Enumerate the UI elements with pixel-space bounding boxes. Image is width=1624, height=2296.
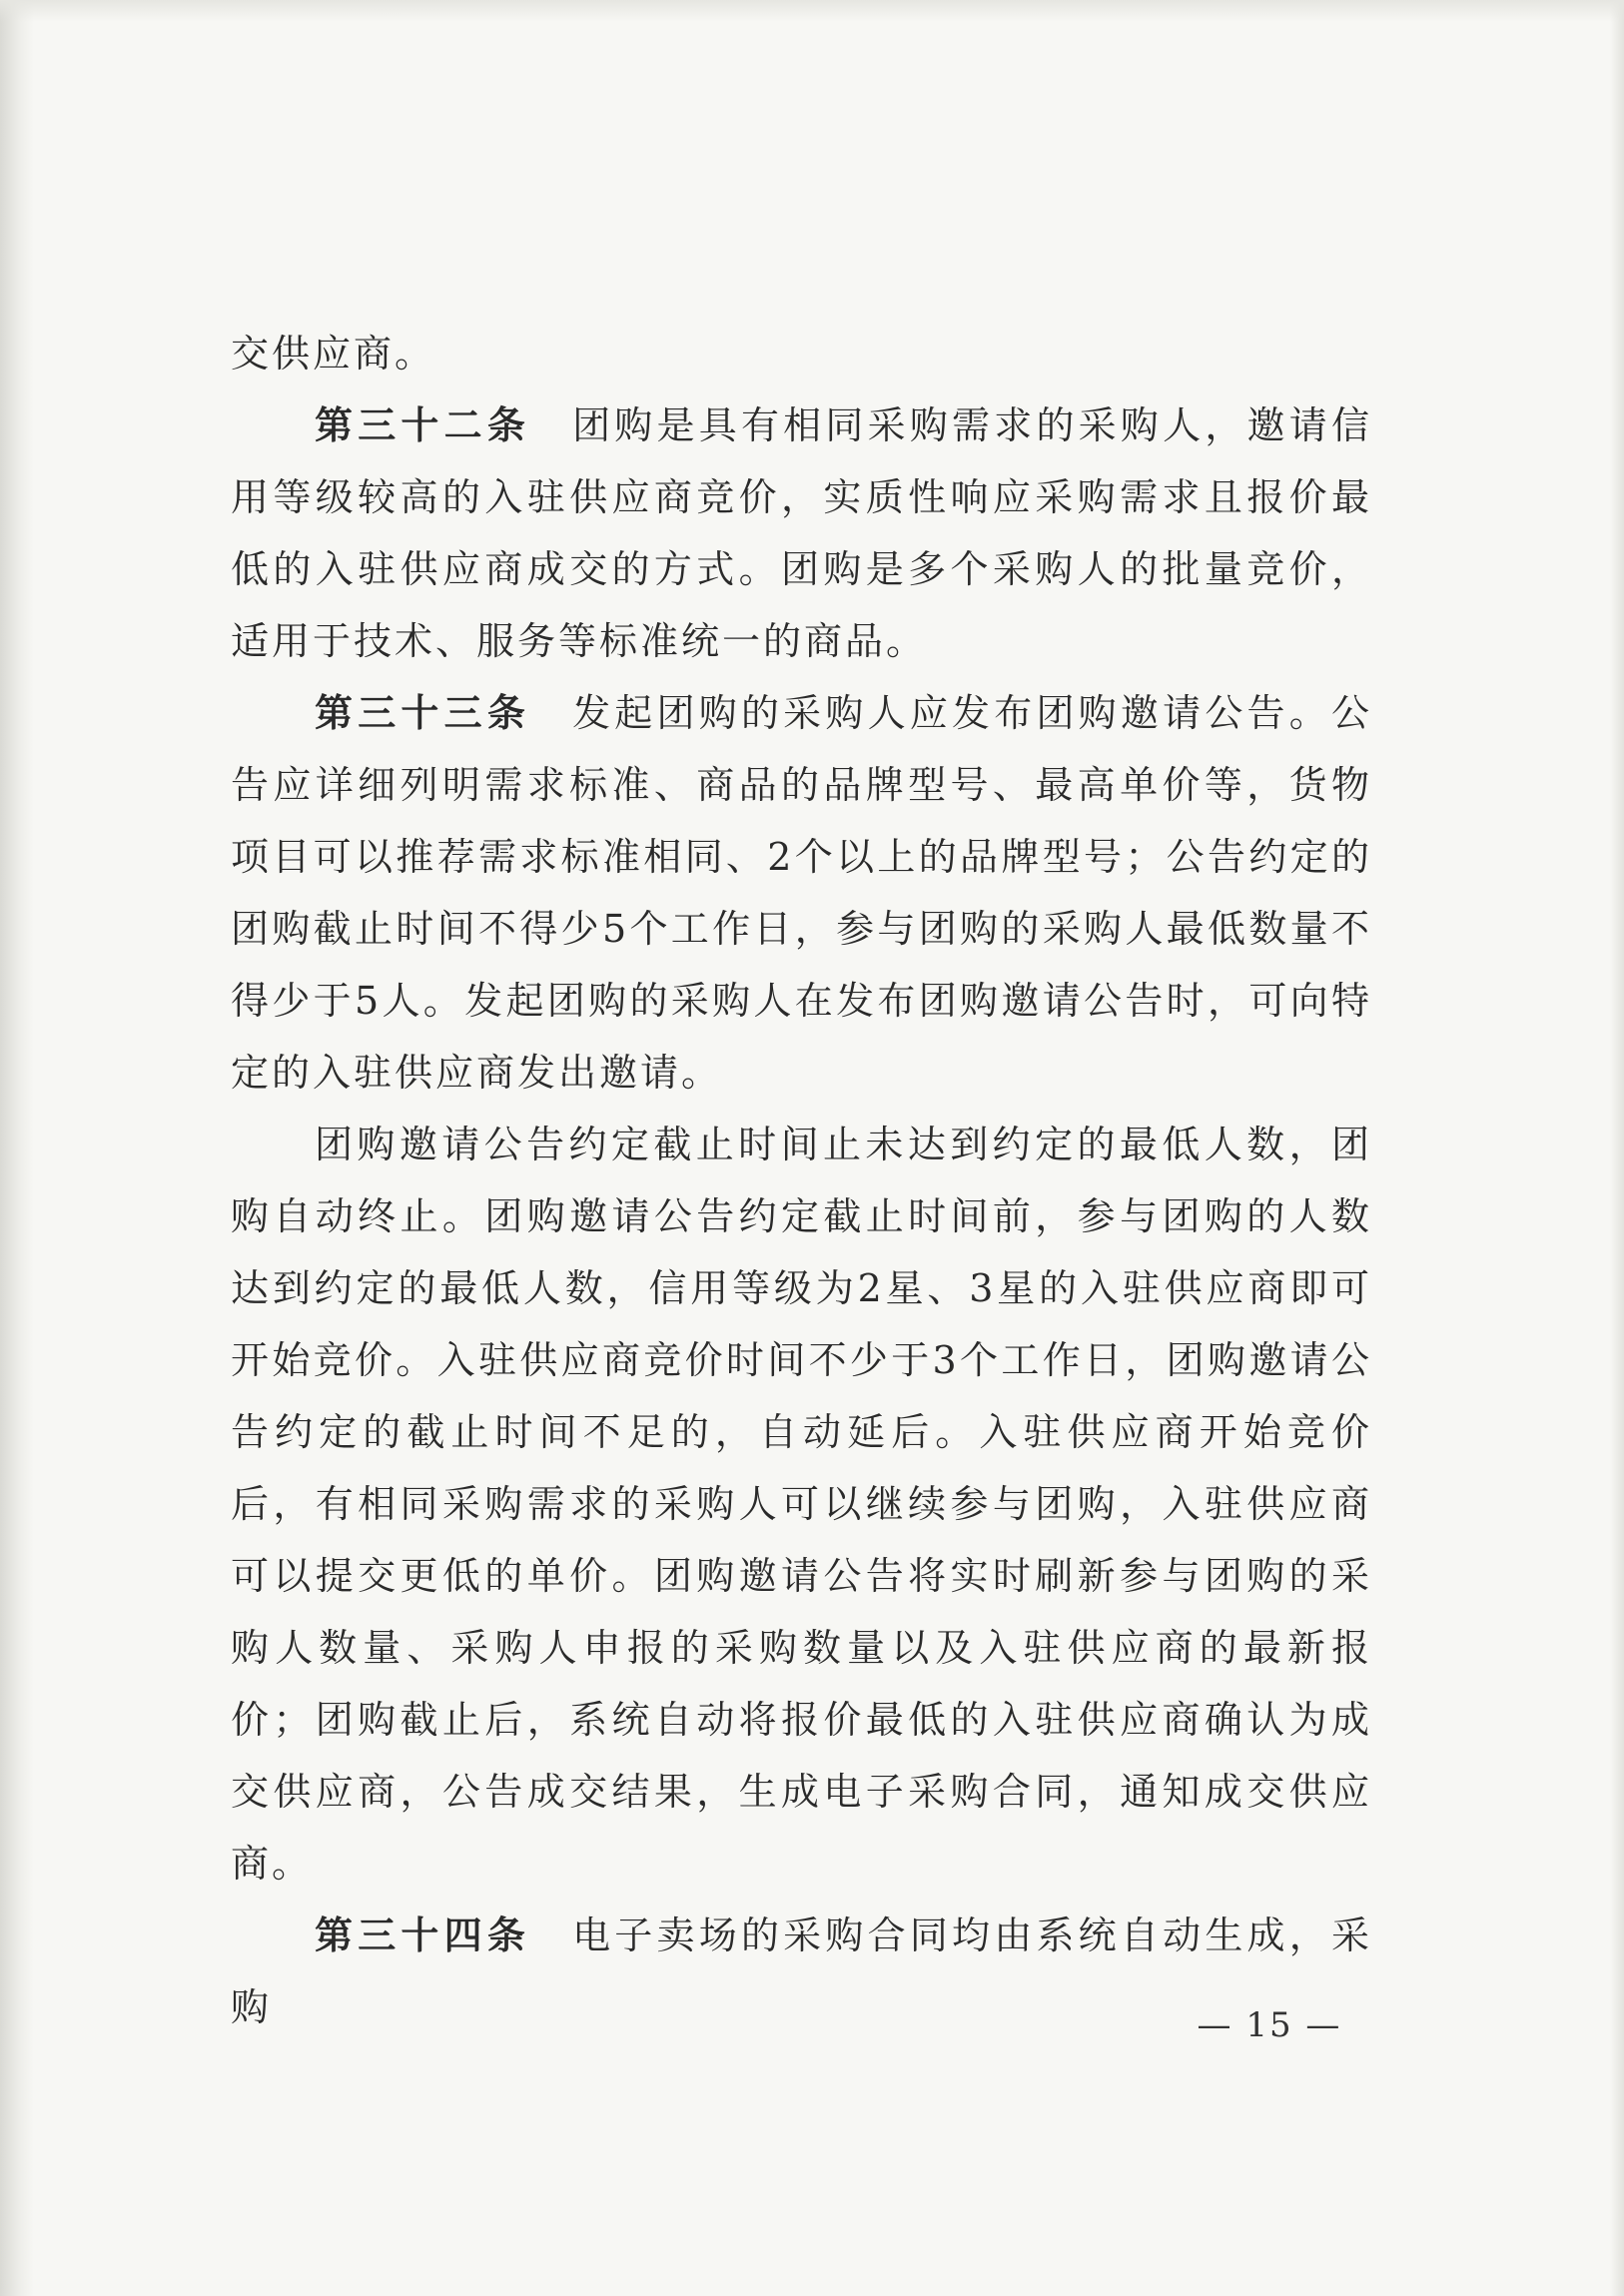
paragraph-text: 电子卖场的采购合同均由系统自动生成，采购: [231, 1913, 1372, 2029]
article-heading: 第三十二条: [315, 403, 531, 447]
paragraph-text: 交供应商。: [231, 332, 436, 376]
page-number: — 15 —: [1197, 2005, 1342, 2045]
article-32-paragraph: [231, 389, 1372, 677]
paragraph-text: 发起团购的采购人应发布团购邀请公告。公告应详细列明需求标准、商品的品牌型号、最高单价等，货物项目可以推荐需求标准相同、2个以上的品牌型号；公告约定的团购截止时间不得少5个工作日，参与团购的采购人最低数量不得少于5人。发起团购的采购人在发布团购邀请公告时，可向特定的入驻供应商发出邀请。: [231, 691, 1372, 1095]
article-heading: 第三十三条: [315, 691, 531, 735]
article-33-continued-paragraph: [231, 1109, 1372, 1900]
scan-shadow-right: [1610, 0, 1624, 2296]
scan-shadow-top: [0, 0, 1624, 22]
article-33-paragraph: [231, 677, 1372, 1109]
paragraph-text: 团购是具有相同采购需求的采购人，邀请信用等级较高的入驻供应商竞价，实质性响应采购需求且报价最低的入驻供应商成交的方式。团购是多个采购人的批量竞价，适用于技术、服务等标准统一的商品。: [231, 403, 1372, 663]
paragraph-text: 团购邀请公告约定截止时间止未达到约定的最低人数，团购自动终止。团购邀请公告约定截止时间前，参与团购的人数达到约定的最低人数，信用等级为2星、3星的入驻供应商即可开始竞价。入驻供应商竞价时间不少于3个工作日，团购邀请公告约定的截止时间不足的，自动延后。入驻供应商开始竞价后，有相同采购需求的采购人可以继续参与团购，入驻供应商可以提交更低的单价。团购邀请公告将实时刷新参与团购的采购人数量、采购人申报的采购数量以及入驻供应商的最新报价；团购截止后，系统自动将报价最低的入驻供应商确认为成交供应商，公告成交结果，生成电子采购合同，通知成交供应商。: [231, 1123, 1372, 1886]
paragraph-continuation: [231, 318, 1372, 389]
article-heading: 第三十四条: [315, 1913, 531, 1957]
scan-shadow-left: [0, 0, 34, 2296]
document-body: [231, 318, 1372, 2043]
